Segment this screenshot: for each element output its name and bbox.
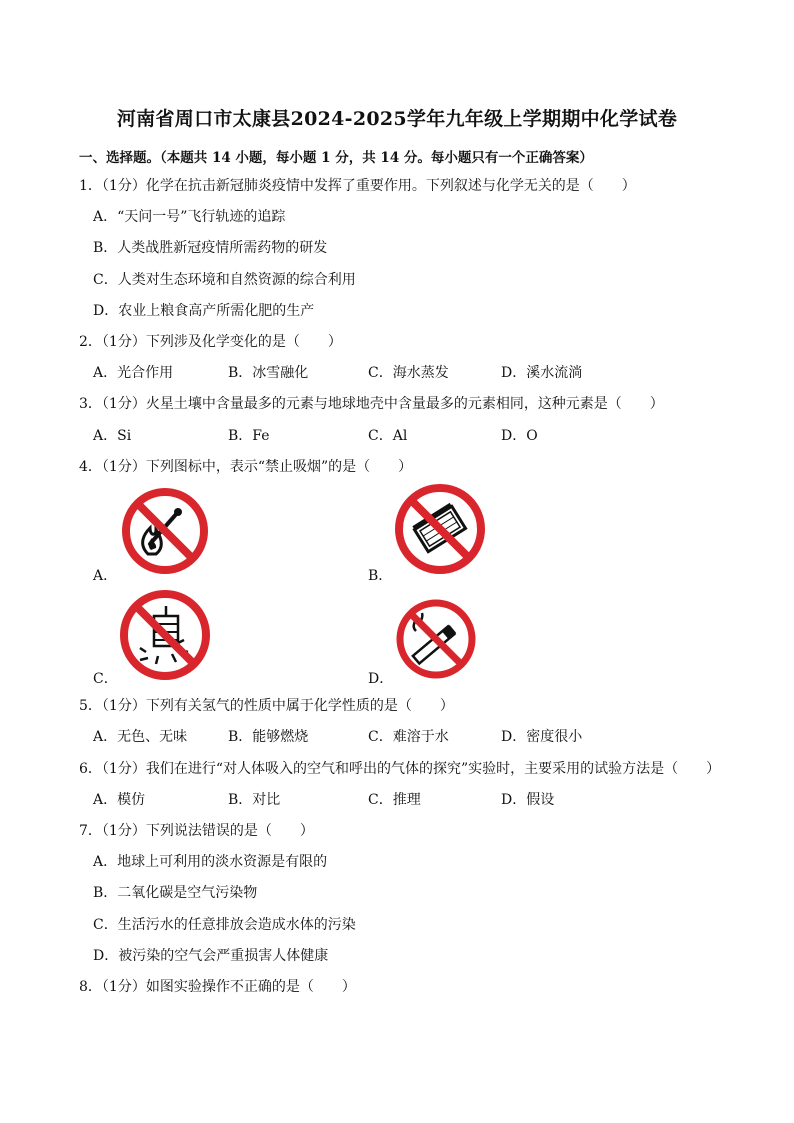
- section-header: 一、选择题。（本题共 14 小题，每小题 1 分，共 14 分。每小题只有一个正确答案）: [79, 150, 593, 166]
- option-c-label: C．: [93, 671, 118, 687]
- question-6-option-c: C．推理: [368, 792, 421, 808]
- question-8-stem: 8．（1分）如图实验操作不正确的是（ ）: [79, 979, 356, 995]
- question-5-option-d: D．密度很小: [501, 729, 583, 745]
- question-3-option-b: B．Fe: [228, 428, 270, 444]
- question-7-option-b: B．二氧化碳是空气污染物: [93, 885, 258, 901]
- question-3-option-d: D．O: [501, 428, 538, 444]
- question-6-option-d: D．假设: [501, 792, 555, 808]
- question-1-option-d: D．农业上粮食高产所需化肥的生产: [93, 303, 315, 319]
- no-fire-sign-icon: [120, 486, 210, 576]
- question-3-option-c: C．Al: [368, 428, 408, 444]
- no-smoking-sign-icon: [394, 597, 478, 681]
- question-7-option-a: A．地球上可利用的淡水资源是有限的: [93, 854, 328, 870]
- question-1-option-a: A．“天问一号”飞行轨迹的追踪: [93, 209, 286, 225]
- page-title: 河南省周口市太康县2024-2025学年九年级上学期期中化学试卷: [116, 108, 678, 130]
- question-5-option-a: A．无色、无味: [93, 729, 188, 745]
- question-6-stem: 6．（1分）我们在进行“对人体吸入的空气和呼出的气体的探究”实验时，主要采用的试验方法是（ ）: [79, 761, 721, 777]
- no-matches-sign-icon: [393, 482, 487, 576]
- option-d-label: D．: [368, 671, 394, 687]
- question-2-option-d: D．溪水流淌: [501, 365, 583, 381]
- question-3-option-a: A．Si: [93, 428, 132, 444]
- question-7-option-c: C．生活污水的任意排放会造成水体的污染: [93, 917, 356, 933]
- question-2-option-c: C．海水蒸发: [368, 365, 449, 381]
- option-b-label: B．: [368, 568, 393, 584]
- question-1-stem: 1．（1分）化学在抗击新冠肺炎疫情中发挥了重要作用。下列叙述与化学无关的是（ ）: [79, 178, 636, 194]
- option-a-label: A．: [93, 568, 118, 584]
- question-3-stem: 3．（1分）火星土壤中含量最多的元素与地球地壳中含量最多的元素相同，这种元素是（ ）: [79, 396, 664, 412]
- question-2-stem: 2．（1分）下列涉及化学变化的是（ ）: [79, 334, 342, 350]
- question-7-option-d: D．被污染的空气会严重损害人体健康: [93, 948, 329, 964]
- question-7-stem: 7．（1分）下列说法错误的是（ ）: [79, 823, 314, 839]
- question-5-option-c: C．难溶于水: [368, 729, 449, 745]
- question-6-option-a: A．模仿: [93, 792, 146, 808]
- question-2-option-b: B．冰雪融化: [228, 365, 309, 381]
- question-6-option-b: B．对比: [228, 792, 281, 808]
- question-1-option-c: C．人类对生态环境和自然资源的综合利用: [93, 272, 356, 288]
- question-5-stem: 5．（1分）下列有关氢气的性质中属于化学性质的是（ ）: [79, 698, 454, 714]
- question-1-option-b: B．人类战胜新冠疫情所需药物的研发: [93, 240, 328, 256]
- question-2-option-a: A．光合作用: [93, 365, 174, 381]
- question-5-option-b: B．能够燃烧: [228, 729, 309, 745]
- no-flammables-sign-icon: [118, 588, 212, 682]
- question-4-stem: 4．（1分）下列图标中，表示“禁止吸烟”的是（ ）: [79, 459, 413, 475]
